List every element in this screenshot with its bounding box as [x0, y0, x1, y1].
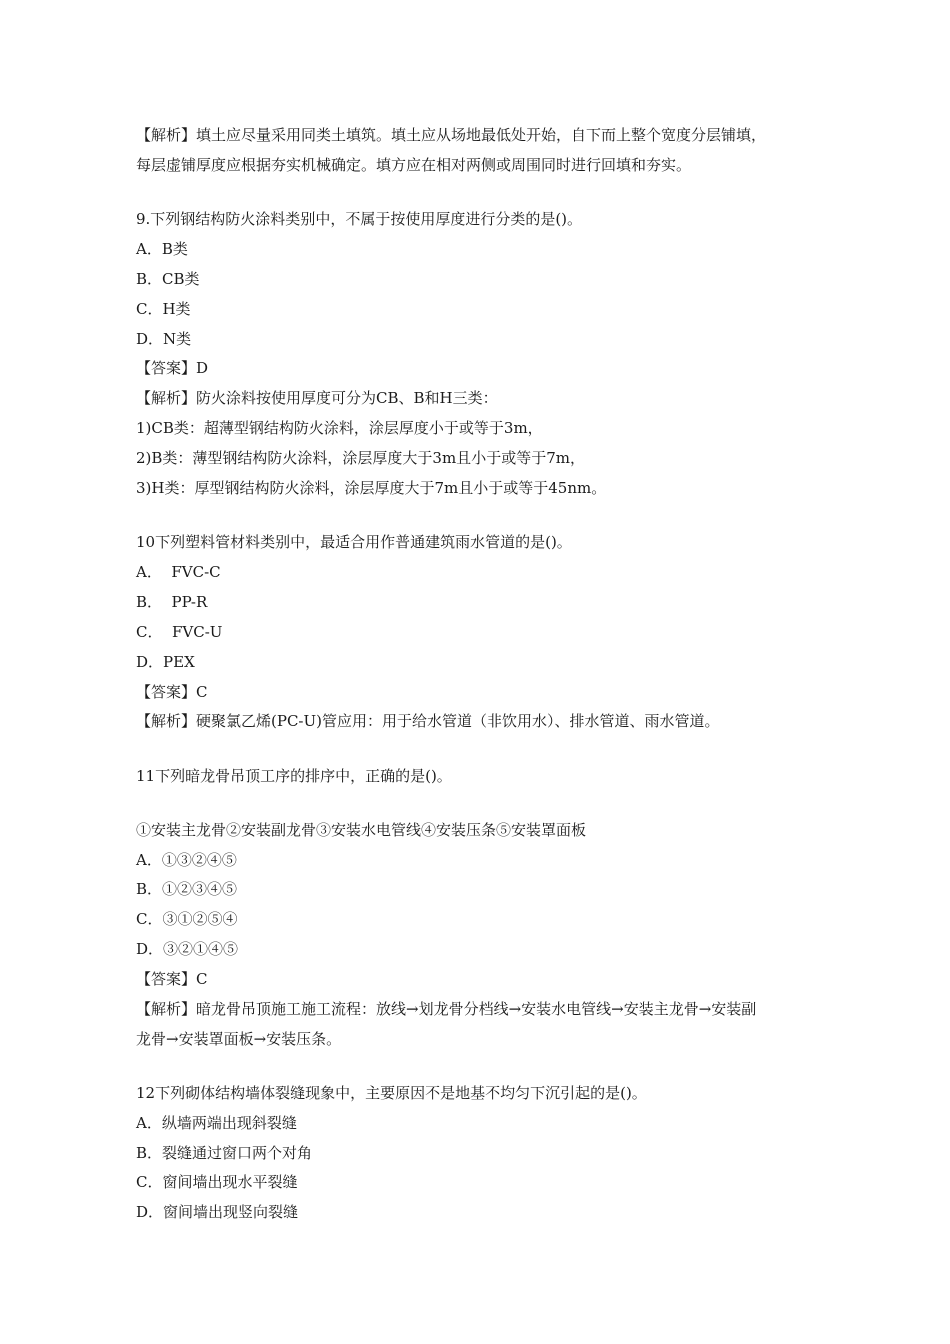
- q11-option-d: D．③②①④⑤: [136, 940, 239, 958]
- question-9: 9.下列钢结构防火涂料类别中，不属于按使用厚度进行分类的是()。: [136, 210, 583, 228]
- q10-option-b: B． PP-R: [136, 593, 208, 611]
- q12-option-b: B．裂缝通过窗口两个对角: [136, 1144, 313, 1162]
- q11-answer: 【答案】C: [136, 970, 208, 988]
- q9-analysis: 【解析】防火涂料按使用厚度可分为CB、B和H三类：: [136, 389, 498, 407]
- q10-option-a: A． FVC-C: [136, 563, 221, 581]
- q12-option-a: A．纵墙两端出现斜裂缝: [136, 1114, 297, 1132]
- question-12: 12下列砌体结构墙体裂缝现象中，主要原因不是地基不均匀下沉引起的是()。: [136, 1084, 647, 1102]
- q9-answer: 【答案】D: [136, 359, 209, 377]
- q9-analysis-item-3: 3)H类：厚型钢结构防火涂料，涂层厚度大于7m且小于或等于45nm。: [136, 479, 607, 497]
- q10-option-c: C． FVC-U: [136, 623, 223, 641]
- question-10: 10下列塑料管材料类别中，最适合用作普通建筑雨水管道的是()。: [136, 533, 572, 551]
- q9-option-a: A．B类: [136, 240, 188, 258]
- q10-answer: 【答案】C: [136, 683, 208, 701]
- q11-option-c: C．③①②⑤④: [136, 910, 238, 928]
- q11-steps: ①安装主龙骨②安装副龙骨③安装水电管线④安装压条⑤安装罩面板: [136, 821, 587, 839]
- q9-option-d: D．N类: [136, 330, 192, 348]
- q11-option-a: A．①③②④⑤: [136, 851, 237, 869]
- q9-analysis-item-2: 2)B类：薄型钢结构防火涂料，涂层厚度大于3m且小于或等于7m，: [136, 449, 585, 467]
- q9-option-b: B．CB类: [136, 270, 200, 288]
- q12-option-c: C．窗间墙出现水平裂缝: [136, 1173, 298, 1191]
- q11-option-b: B．①②③④⑤: [136, 880, 238, 898]
- question-11: 11下列暗龙骨吊顶工序的排序中，正确的是()。: [136, 767, 452, 785]
- analysis-line-8b: 每层虚铺厚度应根据夯实机械确定。填方应在相对两侧或周围同时进行回填和夯实。: [136, 156, 692, 174]
- q12-option-d: D．窗间墙出现竖向裂缝: [136, 1203, 299, 1221]
- q11-analysis-b: 龙骨→安装罩面板→安装压条。: [136, 1030, 342, 1048]
- q10-option-d: D．PEX: [136, 653, 195, 671]
- q11-analysis-a: 【解析】暗龙骨吊顶施工施工流程：放线→划龙骨分档线→安装水电管线→安装主龙骨→安装副: [136, 1000, 757, 1018]
- q9-option-c: C．H类: [136, 300, 191, 318]
- q10-analysis: 【解析】硬聚氯乙烯(PC-U)管应用：用于给水管道（非饮用水）、排水管道、雨水管道。: [136, 712, 720, 730]
- analysis-line-8a: 【解析】填土应尽量采用同类土填筑。填土应从场地最低处开始，自下而上整个宽度分层铺填，: [136, 126, 767, 144]
- q9-analysis-item-1: 1)CB类：超薄型钢结构防火涂料，涂层厚度小于或等于3m，: [136, 419, 543, 437]
